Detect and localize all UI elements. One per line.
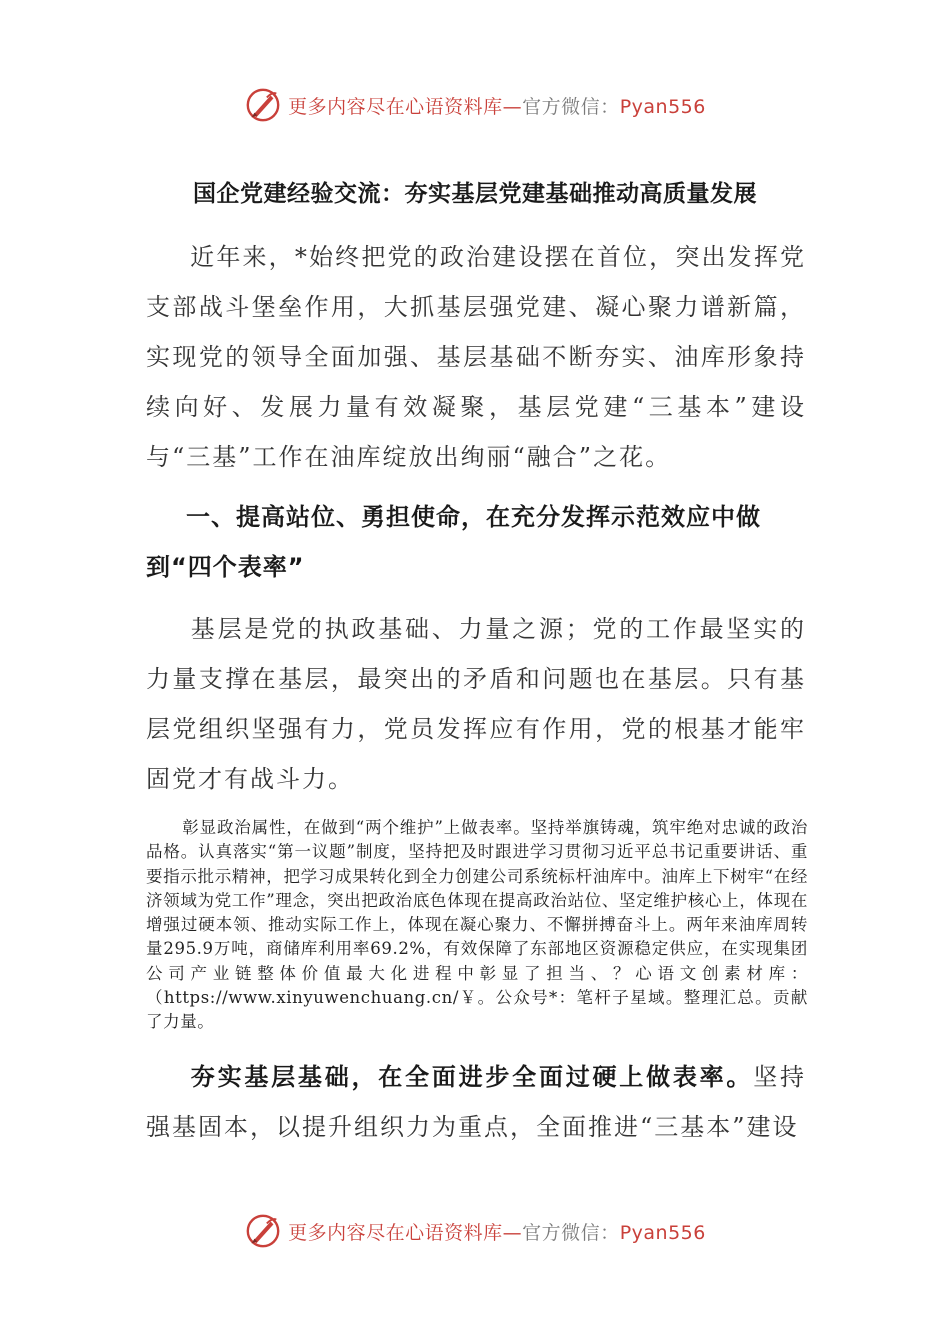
header-watermark-banner bbox=[0, 80, 950, 130]
footer-watermark-banner bbox=[0, 1206, 950, 1256]
banner-text: 更多内容尽在心语资料库—官方微信：Pyan556 bbox=[288, 95, 706, 118]
paragraph-political-attribute: 彰显政治属性，在做到“两个维护”上做表率。坚持举旗铸魂，筑牢绝对忠诚的政治品格。认真落实“第一议题”制度，坚持把及时跟进学习贯彻习近平总书记重要讲话、重要指示批示精神，把学习成果转化到全力创建公司系统标杆油库中。油库上下树牢“在经济领域为党工作”理念，突出把政治底色体现在提高政治站位、坚定维护核心上，体现在增强过硬本领、推动实际工作上，体现在凝心聚力、不懈拼搏奋斗上。两年来油库周转量295.9万吨，商储库利用率69.2%，有效保障了东部地区资源稳定供应，在实现集团公司产业链整体价值最大化进程中彰显了担当、？心语文创素材库：（https://www.xinyuwenchuang.cn/￥。公众号*：笔杆子星域。整理汇总。贡献了力量。 bbox=[146, 818, 808, 1032]
pen-logo-icon bbox=[244, 1212, 282, 1250]
paragraph-consolidate-base: 夯实基层基础，在全面进步全面过硬上做表率。坚持强基固本，以提升组织力为重点，全面推进“三基本”建设 bbox=[146, 1063, 807, 1141]
pen-logo-icon bbox=[244, 86, 282, 124]
document-title: 国企党建经验交流：夯实基层党建基础推动高质量发展 bbox=[193, 181, 757, 207]
paragraph-lead-bold: 夯实基层基础，在全面进步全面过硬上做表率。 bbox=[190, 1063, 754, 1091]
section-heading-1: 一、提高站位、勇担使命，在充分发挥示范效应中做到“四个表率” bbox=[146, 503, 761, 581]
banner-text: 更多内容尽在心语资料库—官方微信：Pyan556 bbox=[288, 1221, 706, 1244]
intro-paragraph: 近年来，*始终把党的政治建设摆在首位，突出发挥党支部战斗堡垒作用，大抓基层强党建、凝心聚力谱新篇，实现党的领导全面加强、基层基础不断夯实、油库形象持续向好、发展力量有效凝聚，基层党建“三基本”建设与“三基”工作在油库绽放出绚丽“融合”之花。 bbox=[146, 243, 806, 471]
paragraph-grassroots: 基层是党的执政基础、力量之源；党的工作最坚实的力量支撑在基层，最突出的矛盾和问题也在基层。只有基层党组织坚强有力，党员发挥应有作用，党的根基才能牢固党才有战斗力。 bbox=[146, 615, 806, 793]
